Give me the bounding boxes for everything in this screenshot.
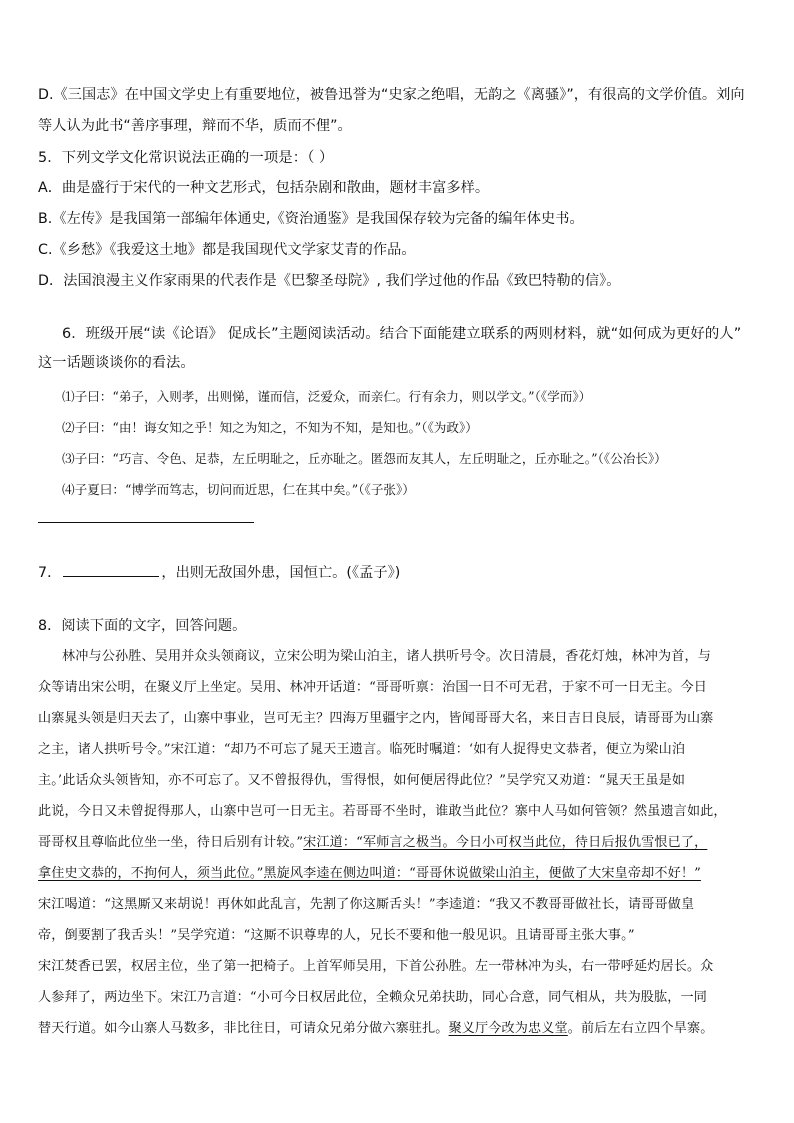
q6-stem-line1: 6．班级开展“读《论语》 促成长”主题阅读活动。结合下面能建立联系的两则材料，就“如何成为更好的人” (62, 326, 742, 342)
q5-option-b: B.《左传》是我国第一部编年体通史,《资治通鉴》是我国保存较为完备的编年体史书。 (38, 211, 584, 227)
q6-material-1: ⑴子曰：“弟子，入则孝，出则悌，谨而信，泛爱众，而亲仁。行有余力，则以学文。”（《学而》） (62, 389, 592, 404)
q8-stem: 8．阅读下面的文字，回答问题。 (38, 618, 247, 634)
passage-line: 主。’此话众头领皆知，亦不可忘了。又不曾报得仇，雪得恨，如何便居得此位？”吴学究又劝道：“晁天王虽是如 (38, 773, 686, 788)
q7-prefix: 7． (38, 565, 62, 581)
q7-blank[interactable] (63, 564, 159, 577)
q5-option-d: D．法国浪漫主义作家雨果的代表作是《巴黎圣母院》, 我们学过他的作品《致巴特勒的信》。 (38, 273, 621, 289)
passage-line: 宋江焚香已罢，权居主位，坐了第一把椅子。上首军师吴用，下首公孙胜。左一带林冲为头，右一带呼延灼居长。众 (38, 959, 714, 974)
q6-material-3: ⑶子曰：“巧言、令色、足恭，左丘明耻之，丘亦耻之。匿怨而友其人，左丘明耻之，丘亦耻之。”（《公冶长》） (62, 451, 667, 466)
underlined-sentence: 宋江道：“军师言之极当。今日小可权当此位，待日后报仇雪恨已了， (303, 835, 708, 850)
passage-line (38, 1017, 713, 1036)
q6-material-2: ⑵子曰：“由！诲女知之乎！知之为知之，不知为不知，是知也。”（《为政》） (62, 420, 478, 435)
q6-stem-line2: 这一话题谈谈你的看法。 (38, 355, 195, 371)
underlined-sentence: 拿住史文恭的，不拘何人，须当此位。”黑旋风李逵在侧边叫道：“哥哥休说做梁山泊主，便做了大宋皇帝却不好！” (38, 866, 701, 881)
passage-text: 替天行道。如今山寨人马数多，非比往日，可请众兄弟分做六寨驻扎。 (38, 1021, 449, 1036)
q4-option-d-line2: 等人认为此书“善序事理，辩而不华，质而不俚”。 (38, 118, 352, 134)
q5-option-a: A．曲是盛行于宋代的一种文艺形式，包括杂剧和散曲，题材丰富多样。 (38, 180, 490, 196)
passage-line: 之主，诸人拱听号令。”宋江道：“却乃不可忘了晁天王遗言。临死时嘱道：‘如有人捉得史文恭者，便立为梁山泊 (38, 742, 686, 757)
q5-stem: 5．下列文学文化常识说法正确的一项是：（ ） (38, 150, 334, 166)
passage-line: 宋江喝道：“这黑厮又来胡说！再休如此乱言，先割了你这厮舌头！”李逵道：“我又不教哥哥做社长，请哥哥做皇 (38, 897, 695, 912)
q7-line (38, 562, 400, 582)
q5-option-c: C.《乡愁》《我爱这土地》都是我国现代文学家艾青的作品。 (38, 242, 416, 258)
passage-line: 帝，倒要割了我舌头！”吴学究道：“这厮不识尊卑的人，兄长不要和他一般见识。且请哥哥主张大事。” (38, 928, 635, 943)
q7-suffix: ，出则无敌国外患，国恒亡。(《孟子》) (161, 565, 401, 581)
passage-line: 林冲与公孙胜、吴用并众头领商议，立宋公明为梁山泊主，诸人拱听号令。次日清晨，香花灯烛，林冲为首，与 (62, 649, 711, 664)
passage-text: 哥哥权且尊临此位坐一坐，待日后别有计较。” (38, 835, 304, 850)
passage-text: 。前后左右立四个旱寨。 (567, 1021, 714, 1036)
q6-answer-line[interactable] (38, 522, 254, 523)
passage-line: 山寨晁头领是归天去了，山寨中事业，岂可无主？四海万里疆宇之内，皆闻哥哥大名，来日吉日良辰，请哥哥为山寨 (38, 711, 714, 726)
q4-option-d-line1: D.《三国志》在中国文学史上有重要地位，被鲁迅誉为“史家之绝唱，无韵之《离骚》”，有很高的文学价值。刘向 (38, 87, 745, 103)
passage-line (38, 831, 707, 850)
underlined-phrase: 聚义厅今改为忠义堂 (448, 1021, 568, 1036)
passage-line: 人参拜了，两边坐下。宋江乃言道：“小可今日权居此位，全赖众兄弟扶助，同心合意，同气相从，共为股肱，一同 (38, 990, 708, 1005)
passage-line: 众等请出宋公明，在聚义厅上坐定。吴用、林冲开话道：“哥哥听禀：治国一日不可无君，于家不可一日无主。今日 (38, 680, 708, 695)
q6-material-4: ⑷子夏曰：“博学而笃志，切问而近思，仁在其中矣。”（《子张》） (62, 482, 415, 497)
passage-line: 此说，今日又未曾捉得那人，山寨中岂可一日无主。若哥哥不坐时，谁敢当此位？寨中人马如何管领？然虽遗言如此， (38, 804, 727, 819)
